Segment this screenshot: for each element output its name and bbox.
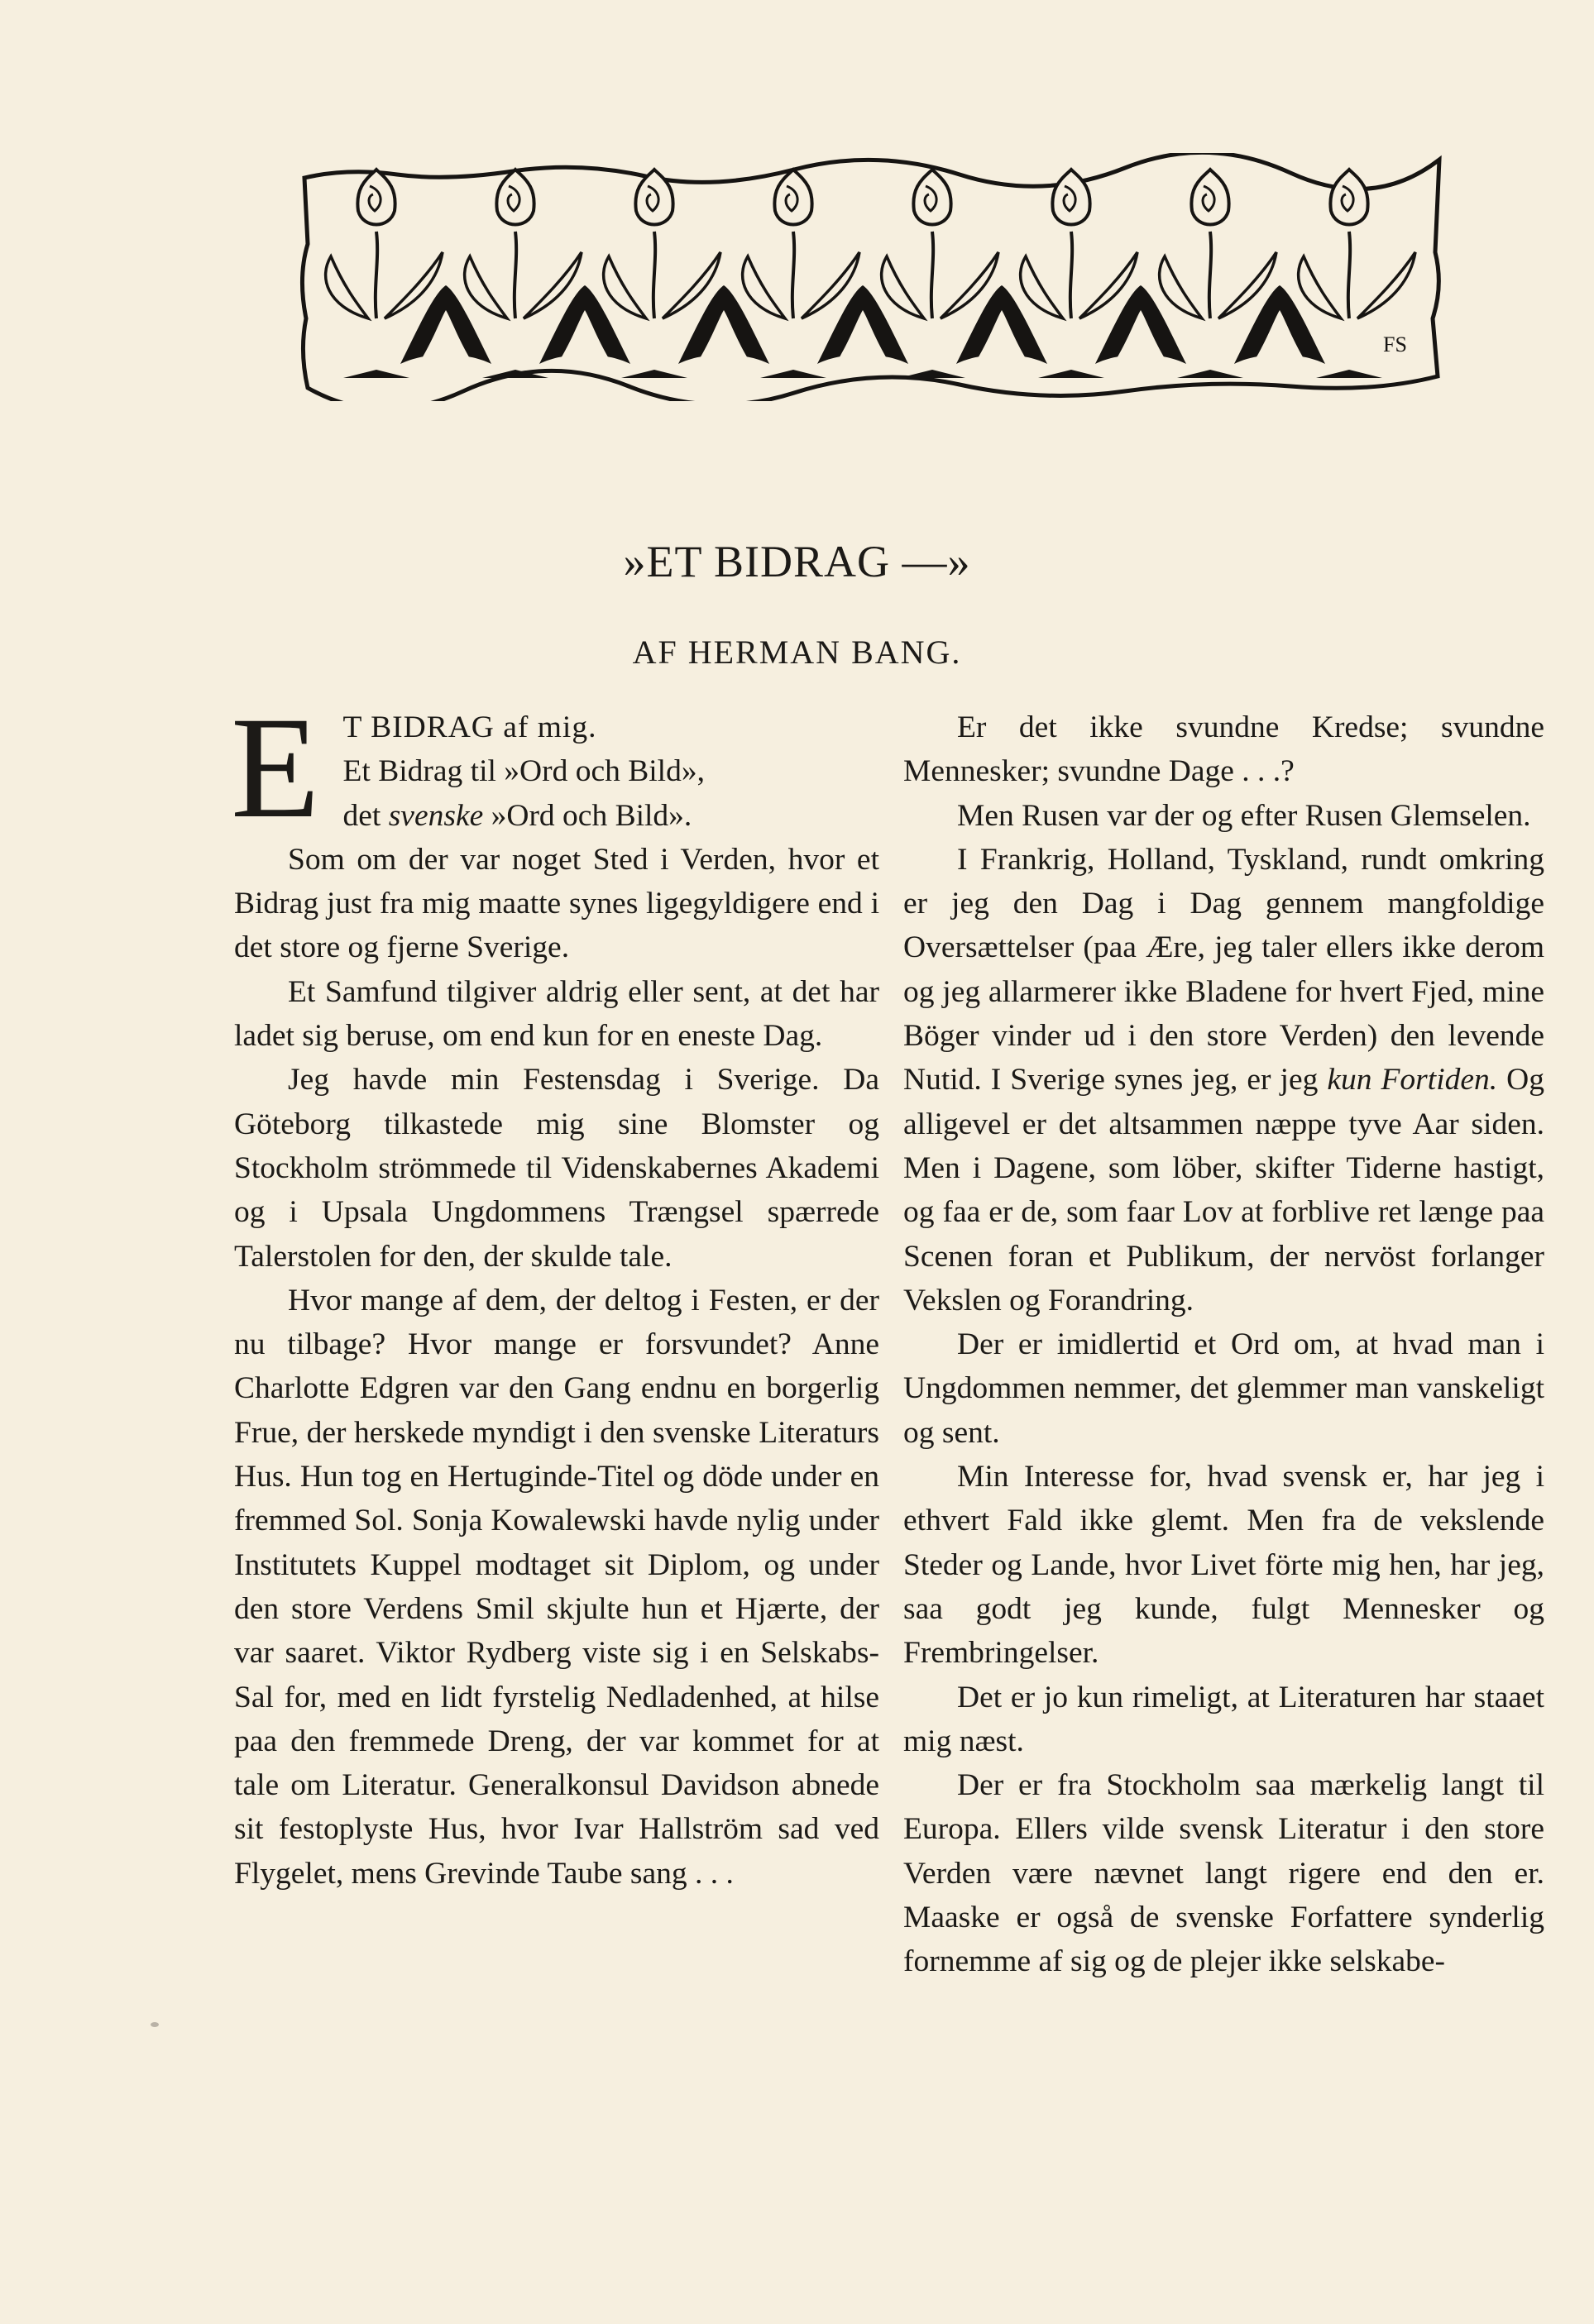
paragraph: Er det ikke svundne Kredse; svundne Mennesker; svundne Dage . . .?	[903, 710, 1544, 789]
paragraph: Et Samfund tilgiver aldrig eller sent, at det har ladet sig beruse, om end kun for en eneste Dag.	[234, 974, 879, 1054]
paragraph: Der er fra Stockholm saa mærkelig langt til Europa. Ellers vilde svensk Literatur i den store Verden være nævnet langt rigere end den er. Maaske er også de svenske Forfattere synderlig fornemme af sig og de plejer ikke selskabe-	[903, 1768, 1544, 1979]
monogram: FS	[1383, 332, 1407, 356]
paragraph: Jeg havde min Festensdag i Sverige. Da Göteborg tilkastede mig sine Blomster og Stockholm strömmede til Videnskabernes Akademi og i Upsala Ungdommens Trængsel spærrede Talerstolen for den, der skulde tale.	[234, 1063, 879, 1274]
tulip-border-vignette	[298, 153, 1448, 401]
left-column	[231, 687, 879, 1896]
article-title: »ET BIDRAG —»	[623, 537, 971, 586]
right-column	[903, 705, 1544, 1984]
paper-speck	[151, 2022, 159, 2027]
paragraph: Det er jo kun rimeligt, at Literaturen har staaet mig næst.	[903, 1680, 1544, 1758]
opening-line-3: det svenske »Ord och Bild».	[342, 798, 692, 833]
paragraph: Som om der var noget Sted i Verden, hvor et Bidrag just fra mig maatte synes ligegyldigere end i det store og fjerne Sverige.	[234, 842, 879, 965]
opening-line-2: Et Bidrag til »Ord och Bild»,	[342, 754, 705, 789]
paragraph: Der er imidlertid et Ord om, at hvad man i Ungdommen nemmer, det glemmer man vanskeligt og sent.	[903, 1327, 1544, 1450]
drop-cap: E	[231, 687, 320, 849]
tulip-border-icon	[298, 153, 1448, 401]
paragraph: Men Rusen var der og efter Rusen Glemselen.	[957, 798, 1531, 833]
paragraph: Hvor mange af dem, der deltog i Festen, er der nu tilbage? Hvor mange er forsvundet? Anne Charlotte Edgren var den Gang endnu en borgerlig Frue, der herskede myndigt i den svenske Literaturs Hus. Hun tog en Hertuginde-Titel og döde under en fremmed Sol. Sonja Kowalewski havde nylig under Institutets Kuppel modtaget sit Diplom, og under den store Verdens Smil skjulte hun et Hjærte, der var saaret. Viktor Rydberg viste sig i en Selskabs-Sal for, med en lidt fyrstelig Nedladenhed, at hilse paa den fremmede Dreng, der var kommet for at tale om Literatur. Generalkonsul Davidson abnede sit festoplyste Hus, hvor Ivar Hallström sad ved Flygelet, mens Grevinde Taube sang . . .	[234, 1283, 879, 1891]
paragraph: I Frankrig, Holland, Tyskland, rundt omkring er jeg den Dag i Dag gennem mangfoldige Oversættelser (paa Ære, jeg taler ellers ikke derom og jeg allarmerer ikke Bladene for hvert Fjed, mine Böger vinder ud i den store Verden) den levende Nutid. I Sverige synes jeg, er jeg kun Fortiden. Og alligevel er det altsammen næppe tyve Aar siden. Men i Dagene, som löber, skifter Tiderne hastigt, og faa er de, som faar Lov at forblive ret længe paa Scenen foran et Publikum, der nervöst forlanger Vekslen og Forandring.	[903, 842, 1544, 1317]
opening-paragraph	[231, 687, 879, 849]
opening-line-1: T BIDRAG af mig.	[342, 710, 597, 744]
paragraph: Min Interesse for, hvad svensk er, har jeg i ethvert Fald ikke glemt. Men fra de vekslende Steder og Lande, hvor Livet förte mig hen, har jeg, saa godt jeg kunde, fulgt Mennesker og Frembringelser.	[903, 1460, 1544, 1671]
article-byline: AF HERMAN BANG.	[632, 634, 962, 671]
